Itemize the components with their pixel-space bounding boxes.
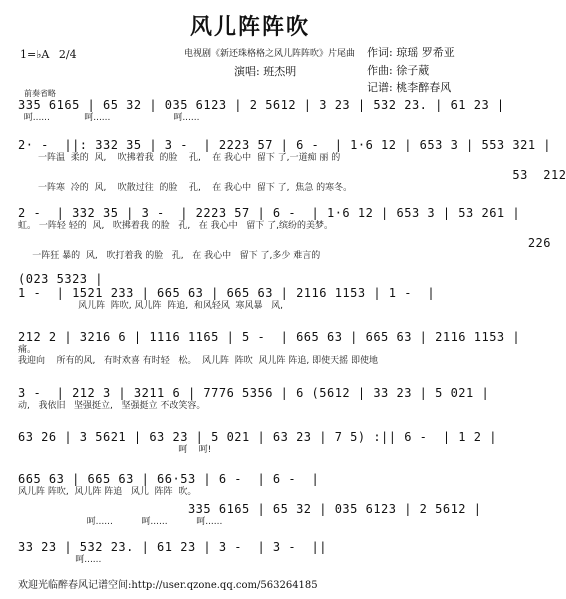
score-system-3b [18, 236, 551, 262]
singer-label: 演唱: [234, 65, 260, 78]
notation-line: 212 2 | 3216 6 | 1116 1165 | 5 - | 665 63 | 665 63 | 2116 1153 | [18, 330, 521, 344]
lyric-line: 一阵狂 暴的 风, 吹打着我 的脸 孔, 在 我心中 留下 了,多少 难言的 [18, 251, 321, 261]
score-system-4 [18, 272, 488, 312]
prelude-label: 前奏省略 [24, 89, 56, 98]
score-system-2 [18, 138, 551, 164]
song-title: 风儿阵阵吹 [189, 14, 310, 40]
notation-line: 63 26 | 3 5621 | 63 23 | 5 021 | 63 23 | 7 5) :|| 6 - | 1 2 | [18, 430, 497, 444]
score-system-8b [18, 502, 488, 528]
notation-line: 665 63 | 665 63 | 66·53 | 6 - | 6 - | [18, 472, 320, 486]
notation-line: 335 6165 | 65 32 | 035 6123 | 2 5612 | 3 23 | 532 23. | 61 23 | [18, 98, 505, 112]
lyric-line: 呵...... 呵...... 呵...... [18, 113, 200, 123]
transcriber-name: 桃李醉春风 [396, 81, 452, 94]
score-system-2b [18, 168, 566, 194]
notation-line: 2· - ||: 332 35 | 3 - | 2223 57 | 6 - | 1·6 12 | 653 3 | 553 321 | [18, 138, 551, 152]
notation-line: 2 - | 332 35 | 3 - | 2223 57 | 6 - | 1·6 12 | 653 3 | 53 261 | [18, 206, 521, 220]
key-text: 1=♭A [20, 48, 50, 61]
lyricist-label: 作词: [367, 46, 393, 59]
singer-line [234, 63, 296, 79]
score-system-5 [18, 330, 521, 367]
notation-line: 53 212 [18, 168, 566, 182]
composer-line [367, 62, 429, 78]
lyric-line: 风儿阵 阵吹, 风儿阵 阵追 风儿 阵阵 吹。 [18, 487, 197, 497]
notation-line: 335 6165 | 65 32 | 035 6123 | 2 5612 | [18, 502, 482, 516]
score-system-7 [18, 430, 497, 456]
score-system-6 [18, 386, 488, 412]
lyric-line: 动, 我依旧 坚强挺立, 坚强挺立 不改笑容。 [18, 401, 206, 411]
lyricist-line [367, 44, 455, 60]
notation-line: 3 - | 212 3 | 3211 6 | 7776 5356 | 6 (5612 | 33 23 | 5 021 | [18, 386, 490, 400]
source-note: 电视剧《新还珠格格之风儿阵阵吹》片尾曲 [184, 49, 356, 59]
lyric-line: 呵...... 呵...... 呵...... [18, 517, 223, 527]
score-sheet [6, 0, 566, 599]
score-system-8 [18, 472, 488, 498]
notation-line: 226 [18, 236, 551, 250]
footer-note: 欢迎光临醉春风记谱空间:http://user.qzone.qq.com/563264185 [18, 580, 318, 591]
time-signature: 2/4 [58, 48, 77, 61]
singer-name: 班杰明 [263, 65, 297, 78]
score-system-1 [18, 98, 505, 124]
lyric-line: 一阵温 柔的 风, 吹拂着我 的脸 孔, 在 我心中 留下 了,一道痴 丽 的 [18, 153, 341, 163]
lyricist-name: 琼瑶 罗希亚 [396, 46, 455, 59]
transcriber-label: 记谱: [367, 81, 393, 94]
lyric-line: 呵...... [18, 555, 102, 565]
score-system-9 [18, 540, 488, 566]
key-signature [20, 48, 77, 61]
notation-line: (023 5323 | 1 - | 1521 233 | 665 63 | 665 63 | 2116 1153 | 1 - | [18, 272, 436, 300]
lyric-line: 呵 呵! [18, 445, 212, 455]
transcriber-line [367, 79, 451, 95]
lyric-line: 痛。 我迎向 所有的风, 有时欢喜 有时轻 松。 风儿阵 阵吹 风儿阵 阵追, 即使天摇 即使地 [18, 345, 378, 366]
composer-name: 徐子葳 [396, 64, 430, 77]
composer-label: 作曲: [367, 64, 393, 77]
lyric-line: 虹。 一阵轻 轻的 风, 吹拂着我 的脸 孔, 在 我心中 留下 了,缤纷的美梦。 [18, 221, 333, 231]
lyric-line: 风儿阵 阵吹, 风儿阵 阵追, 和风轻风 寒风暴 风, [18, 301, 283, 311]
notation-line: 33 23 | 532 23. | 61 23 | 3 - | 3 - || [18, 540, 327, 554]
lyric-line: 一阵寒 冷的 风, 吹散过往 的脸 孔, 在 我心中 留下 了, 焦急 的寒冬。 [18, 183, 353, 193]
score-system-3 [18, 206, 521, 232]
